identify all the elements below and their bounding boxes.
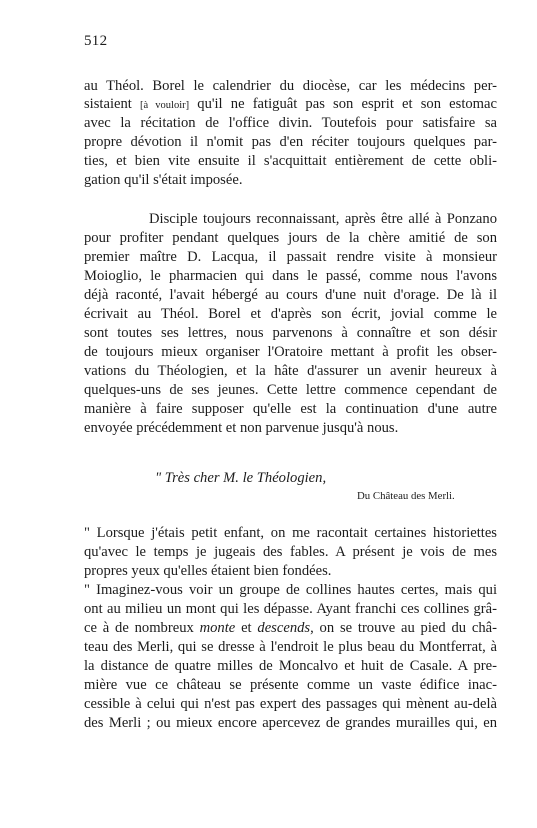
text-line: des Merli ; ou mieux encore apercevez de grandes murailles qui, en bbox=[84, 715, 497, 731]
italic-word: monte bbox=[199, 620, 236, 636]
letter-place: Du Château des Merli. bbox=[357, 490, 455, 502]
text-line: au Théol. Borel le calendrier du diocèse, car les médecins per- bbox=[84, 78, 497, 94]
editorial-insertion: [à vouloir] bbox=[140, 100, 190, 111]
text-line: premier maître D. Lacqua, il passait rendre visite à monsieur bbox=[84, 249, 497, 265]
text-line: teau des Merli, qui se dresse à l'endroit le plus beau du Montferrat, à bbox=[84, 639, 497, 655]
text-line: propre dévotion il n'omit pas d'en réciter toujours quelques par- bbox=[84, 134, 497, 150]
text-line: pour profiter pendant quelques jours de la chère amitié de son bbox=[84, 230, 497, 246]
text-line: de toujours mieux organiser l'Oratoire mettant à profit les obser- bbox=[84, 344, 497, 360]
text-span: et bbox=[235, 620, 258, 636]
italic-word: descends bbox=[257, 620, 311, 636]
text-line: avec la récitation de l'office divin. Toutefois pour satisfaire sa bbox=[84, 115, 497, 131]
text-line: la distance de quatre milles de Moncalvo et huit de Casale. A pre- bbox=[84, 658, 497, 674]
text-span: sistaient bbox=[84, 96, 140, 112]
text-line: écrivait au Théol. Borel et d'après son écrit, jovial comme le bbox=[84, 306, 497, 322]
text-line: quelques-uns de ses jeunes. Cette lettre commence cependant de bbox=[84, 382, 497, 398]
text-line: envoyée précédemment et non parvenue jusqu'à nous. bbox=[84, 420, 399, 436]
text-span: , on se trouve au pied du châ- bbox=[310, 620, 497, 636]
text-line: ties, et bien vite ensuite il s'acquittait entièrement de cette obli- bbox=[84, 153, 497, 169]
text-line: " Lorsque j'étais petit enfant, on me racontait certaines historiettes bbox=[84, 525, 497, 541]
text-line bbox=[84, 619, 497, 637]
text-line: vations du Théologien, et la hâte d'assurer un avenir heureux à bbox=[84, 363, 497, 379]
text-line: propres yeux qu'elles étaient bien fondées. bbox=[84, 563, 332, 579]
text-line: Disciple toujours reconnaissant, après être allé à Ponzano bbox=[149, 211, 497, 227]
text-line: mière vue ce château se présente comme un vaste édifice inac- bbox=[84, 677, 497, 693]
text-line: déjà raconté, l'avait hébergé au cours d'une nuit d'orage. De là il bbox=[84, 287, 497, 303]
text-line: ont au milieu un mont qui les dépasse. Ayant franchi ces collines grâ- bbox=[84, 601, 497, 617]
letter-salutation: " Très cher M. le Théologien, bbox=[155, 470, 327, 486]
text-line: sont toutes ses lettres, nous parvenons à connaître et son désir bbox=[84, 325, 497, 341]
text-line bbox=[84, 95, 497, 113]
page-number: 512 bbox=[84, 33, 108, 49]
text-span: ce à de nombreux bbox=[84, 620, 200, 636]
text-line: Moioglio, le pharmacien qui dans le passé, comme nous l'avons bbox=[84, 268, 497, 284]
text-line: gation qu'il s'était imposée. bbox=[84, 172, 243, 188]
text-line: " Imaginez-vous voir un groupe de collines hautes certes, mais qui bbox=[84, 582, 497, 598]
text-line: qu'avec le temps je jugeais des fables. A présent je vois de mes bbox=[84, 544, 497, 560]
text-line: manière à faire supposer qu'elle est la continuation d'une autre bbox=[84, 401, 497, 417]
text-line: cessible à celui qui n'est pas expert des passages qui mènent au-delà bbox=[84, 696, 497, 712]
text-span: qu'il ne fatiguât pas son esprit et son estomac bbox=[189, 96, 497, 112]
